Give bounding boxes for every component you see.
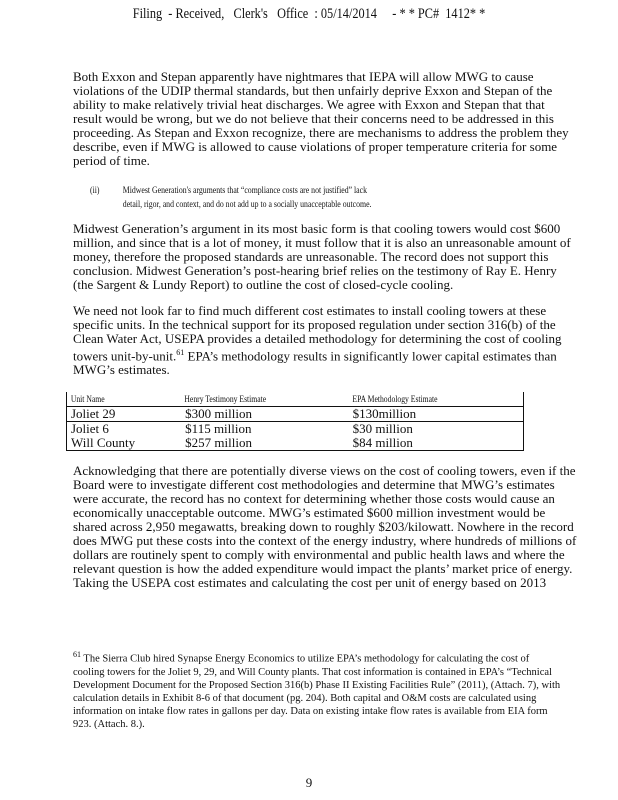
line: economically unacceptable outcome. MWG’s estimated $600 million investment would be bbox=[73, 505, 546, 520]
line: ability to make relatively trivial heat discharges. We agree with Exxon and Stepan that that bbox=[73, 97, 545, 112]
line bbox=[73, 648, 553, 666]
line: (the Sargent & Lundy Report) to outline the cost of closed-cycle cooling. bbox=[73, 277, 454, 292]
footnote-number: 61 bbox=[73, 650, 81, 659]
table-row bbox=[67, 422, 524, 437]
line: Taking the USEPA cost estimates and calculating the cost per unit of energy based on 2013 bbox=[73, 575, 547, 590]
line: Board were to investigate different cost methodologies and determine that MWG’s estimates bbox=[73, 477, 555, 492]
text: The Sierra Club hired Synapse Energy Economics to utilize EPA’s methodology for calculating the cost of bbox=[81, 653, 530, 665]
filing-header: Filing - Received, Clerk's Office : 05/14/2014 - * * PC# 1412* * bbox=[132, 6, 486, 22]
line: We need not look far to find much different cost estimates to install cooling towers at these bbox=[73, 303, 547, 318]
cell: $115 million bbox=[185, 421, 252, 436]
line: dollars are routinely spent to comply with environmental and public health laws and where the bbox=[73, 547, 565, 562]
page-number: 9 bbox=[305, 775, 313, 790]
line: result would be wrong, but we do not believe that their concerns need to be addressed in this bbox=[73, 111, 554, 126]
section-heading bbox=[90, 184, 371, 212]
line: were accurate, the record has no context for determining whether those costs would cause an bbox=[73, 491, 555, 506]
line bbox=[73, 346, 613, 363]
column-header: Henry Testimony Estimate bbox=[184, 394, 267, 404]
column-header: Unit Name bbox=[70, 394, 105, 404]
line: cooling towers for the Joliet 9, 29, and Will County plants. That cost information is contained in EPA’s “Technical bbox=[73, 666, 552, 678]
cell: $84 million bbox=[352, 435, 413, 450]
cell: Will County bbox=[71, 435, 136, 450]
section-number: (ii) bbox=[90, 186, 100, 196]
line: calculation details in Exhibit 8-6 of that document (pg. 204). Both capital and O&M costs are calculated using bbox=[73, 692, 537, 704]
line: Both Exxon and Stepan apparently have nightmares that IEPA will allow MWG to cause bbox=[73, 69, 534, 84]
paragraph-4 bbox=[73, 464, 613, 590]
footnote-reference[interactable]: 61 bbox=[176, 348, 185, 357]
column-header: EPA Methodology Estimate bbox=[351, 394, 438, 404]
cell: $257 million bbox=[185, 435, 252, 450]
footnote bbox=[73, 648, 561, 731]
section-heading-line2: detail, rigor, and context, and do not add up to a socially unacceptable outcome. bbox=[122, 200, 372, 210]
cell: $130million bbox=[352, 406, 417, 421]
cost-estimate-table bbox=[66, 392, 524, 451]
line: million, and since that is a lot of money, it must follow that it is also an unreasonable amount of bbox=[73, 235, 571, 250]
cell: Joliet 29 bbox=[71, 406, 116, 421]
line: information on intake flow rates in gallons per day. Data on existing intake flow rates is available from EIA form bbox=[73, 705, 548, 717]
paragraph-3 bbox=[73, 304, 613, 377]
line: MWG’s estimates. bbox=[73, 362, 170, 378]
line: period of time. bbox=[73, 153, 150, 168]
paragraph-2 bbox=[73, 222, 613, 292]
text: EPA’s methodology results in significantly lower capital estimates than bbox=[184, 348, 557, 364]
line: describe, even if MWG is allowed to cause violations of proper temperature criteria for some bbox=[73, 139, 558, 154]
line: proceeding. As Stepan and Exxon recognize, there are mechanisms to address the problem they bbox=[73, 125, 569, 140]
line: Acknowledging that there are potentially diverse views on the cost of cooling towers, even if the bbox=[73, 463, 576, 478]
line: specific units. In the technical support for its proposed regulation under section 316(b) of the bbox=[73, 317, 556, 332]
text: towers unit-by-unit. bbox=[73, 348, 177, 364]
table-row bbox=[67, 436, 524, 451]
line: Development Document for the Proposed Section 316(b) Phase II Existing Facilities Rule” (2011), (Attach. 7), with bbox=[73, 679, 561, 691]
section-heading-line1: Midwest Generation's arguments that “compliance costs are not justified” lack bbox=[122, 186, 367, 196]
cell: $300 million bbox=[185, 406, 252, 421]
line: 923. (Attach. 8.). bbox=[73, 718, 145, 730]
line: violations of the UDIP thermal standards, but then unfairly deprive Exxon and Stepan of the bbox=[73, 83, 553, 98]
paragraph-1 bbox=[73, 70, 613, 168]
line: shared across 2,950 megawatts, breaking down to roughly $203/kilowatt. Nowhere in the record bbox=[73, 519, 574, 534]
cell: $30 million bbox=[352, 421, 413, 436]
line: conclusion. Midwest Generation’s post-hearing brief relies on the testimony of Ray E. Henry bbox=[73, 263, 557, 278]
line: Clean Water Act, USEPA provides a detailed methodology for determining the cost of cooling bbox=[73, 331, 562, 346]
cell: Joliet 6 bbox=[71, 421, 109, 436]
table-row bbox=[67, 407, 524, 422]
line: money, therefore the proposed standards are unreasonable. The record does not support this bbox=[73, 249, 549, 264]
line: does MWG put these costs into the context of the energy industry, where hundreds of millions of bbox=[73, 533, 577, 548]
line: Midwest Generation’s argument in its most basic form is that cooling towers would cost $600 bbox=[73, 221, 561, 236]
line: relevant question is how the added expenditure would impact the plants’ market price of energy. bbox=[73, 561, 573, 576]
